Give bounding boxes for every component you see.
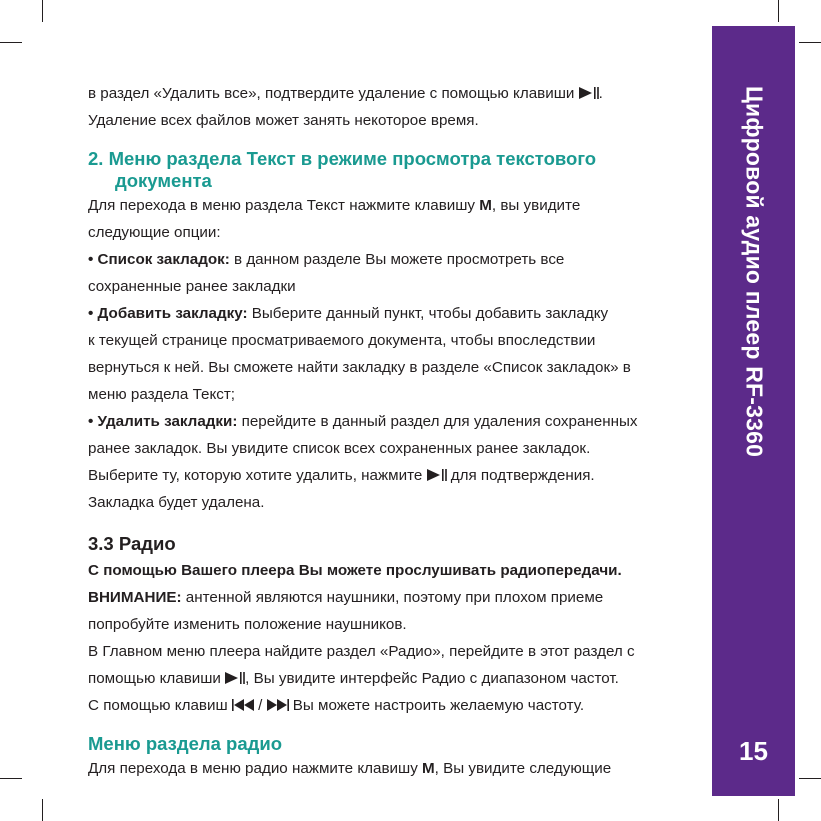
option-label: • Добавить закладку:: [88, 305, 248, 322]
page-number: 15: [739, 736, 768, 766]
paragraph-line: [88, 665, 688, 692]
play-pause-icon: [225, 672, 245, 684]
text: в данном разделе Вы можете просмотреть все: [229, 251, 565, 268]
paragraph-line: В Главном меню плеера найдите раздел «Радио», перейдите в этот раздел с: [88, 643, 635, 660]
paragraph-line: Удаление всех файлов может занять некоторое время.: [88, 112, 479, 129]
text: помощью клавиши: [88, 670, 226, 687]
paragraph-line: попробуйте изменить положение наушников.: [88, 616, 407, 633]
crop-mark: [0, 42, 22, 43]
play-pause-icon: [579, 87, 599, 99]
option-line: [88, 408, 688, 435]
section-heading: 3.3 Радио: [88, 533, 176, 554]
paragraph-line: меню раздела Текст;: [88, 386, 236, 403]
key-label: M: [422, 760, 435, 777]
play-pause-icon: [427, 469, 447, 481]
bold-paragraph-line: С помощью Вашего плеера Вы можете прослушивать радиопередачи.: [88, 562, 622, 579]
text: , Вы увидите следующие: [434, 760, 612, 777]
paragraph-line: [88, 755, 688, 782]
paragraph-line: [88, 192, 688, 219]
text: для подтверждения.: [446, 467, 595, 484]
paragraph-line: [88, 462, 688, 489]
text: /: [253, 697, 267, 714]
next-icon: [267, 699, 289, 711]
page-content: [88, 80, 688, 782]
paragraph-line: к текущей странице просматриваемого документа, чтобы впоследствии: [88, 332, 596, 349]
text: , Вы увидите интерфейс Радио с диапазоном частот.: [245, 670, 619, 687]
paragraph-line: вернуться к ней. Вы сможете найти закладку в разделе «Список закладок» в: [88, 359, 631, 376]
section-heading: Меню раздела радио: [88, 733, 283, 754]
text: в раздел «Удалить все», подтвердите удаление с помощью клавиши: [88, 85, 575, 102]
text: С помощью клавиш: [88, 697, 232, 714]
paragraph-line: Закладка будет удалена.: [88, 494, 265, 511]
paragraph-line: ранее закладок. Вы увидите список всех сохраненных ранее закладок.: [88, 440, 591, 457]
crop-mark: [799, 42, 821, 43]
text: Для перехода в меню радио нажмите клавишу: [88, 760, 423, 777]
crop-mark: [778, 0, 779, 22]
section-heading-cont: документа: [115, 170, 212, 191]
option-line: [88, 246, 688, 273]
section-heading: 2. Меню раздела Текст в режиме просмотра текстового: [88, 148, 597, 169]
paragraph-line: [88, 692, 688, 719]
option-line: [88, 300, 688, 327]
key-label: M: [479, 197, 492, 214]
crop-mark: [778, 799, 779, 821]
crop-mark: [42, 799, 43, 821]
crop-mark: [42, 0, 43, 22]
text: Выберите данный пункт, чтобы добавить закладку: [247, 305, 609, 322]
paragraph-line: [88, 80, 688, 107]
text: Выберите ту, которую хотите удалить, нажмите: [88, 467, 427, 484]
option-label: • Список закладок:: [88, 251, 230, 268]
text: Для перехода в меню раздела Текст нажмите клавишу: [88, 197, 480, 214]
text: .: [598, 85, 603, 102]
text: перейдите в данный раздел для удаления сохраненных: [237, 413, 638, 430]
crop-mark: [0, 778, 22, 779]
text: , вы увидите: [491, 197, 581, 214]
paragraph-line: сохраненные ранее закладки: [88, 278, 296, 295]
side-title-text: Цифровой аудио плеер RF-3360: [741, 86, 768, 458]
text: Вы можете настроить желаемую частоту.: [288, 697, 585, 714]
previous-icon: [232, 699, 254, 711]
text: антенной являются наушники, поэтому при плохом приеме: [181, 589, 604, 606]
option-label: • Удалить закладки:: [88, 413, 238, 430]
paragraph-line: [88, 584, 688, 611]
crop-mark: [799, 778, 821, 779]
paragraph-line: следующие опции:: [88, 224, 221, 241]
warning-label: ВНИМАНИЕ:: [88, 589, 182, 606]
